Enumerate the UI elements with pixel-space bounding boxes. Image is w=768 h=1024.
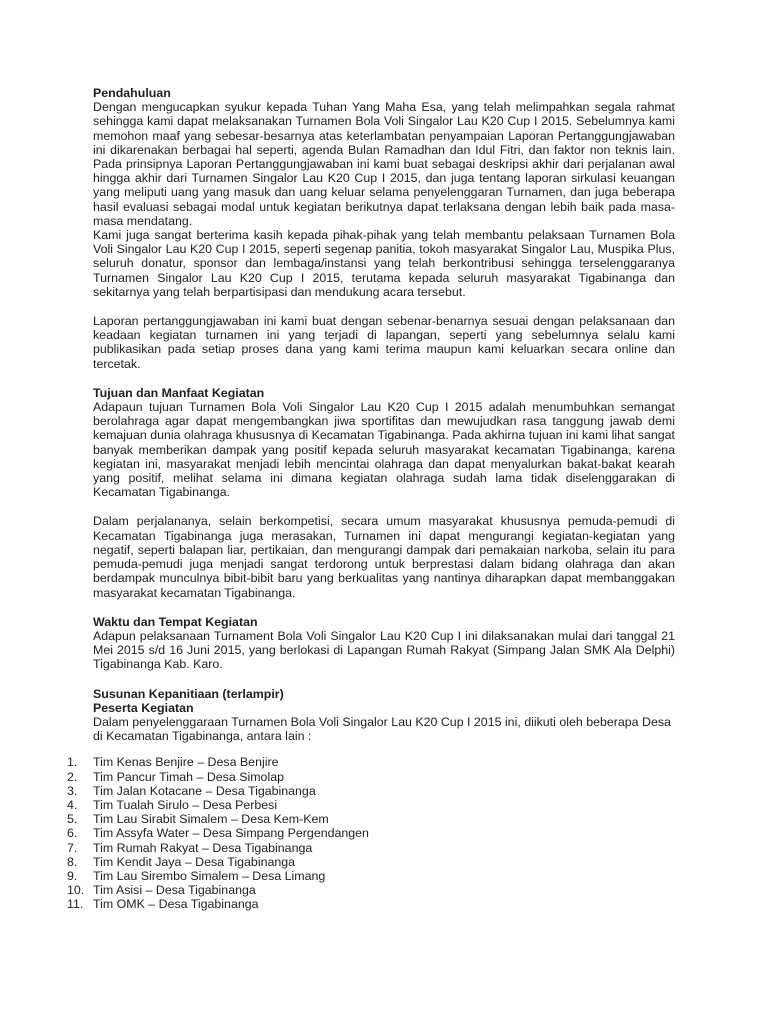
list-number: 3. xyxy=(67,783,78,798)
team-list xyxy=(67,755,675,912)
list-number: 5. xyxy=(67,812,78,827)
heading-pendahuluan: Pendahuluan xyxy=(93,86,171,100)
heading-waktu: Waktu dan Tempat Kegiatan xyxy=(93,614,258,629)
list-number: 10. xyxy=(67,883,85,898)
list-item-text: Tim Pancur Timah – Desa Simolap xyxy=(93,769,284,784)
list-item xyxy=(67,868,675,883)
paragraph-pendahuluan-2: Kami juga sangat berterima kasih kepada pihak-pihak yang telah membantu pelaksaan Turnamen Bola Voli Singalor Lau K20 Cup I 2015, seperti segenap panitia, tokoh masyarakat Singalor Lau, Muspika Plus, seluruh donatur, sponsor dan lembaga/instansi yang telah berkontribusi sehingga terselenggaranya Turnamen Singalor Lau K20 Cup I 2015, terutama kepada seluruh masyarakat Tigabinanga dan sekitarnya yang telah berpartisipasi dan mendukung acara tersebut. xyxy=(93,228,675,299)
list-item xyxy=(67,883,675,898)
list-item xyxy=(67,826,675,841)
list-item-text: Tim OMK – Desa Tigabinanga xyxy=(93,897,259,912)
list-number: 8. xyxy=(67,854,78,869)
document-page xyxy=(67,86,675,912)
list-item-text: Tim Rumah Rakyat – Desa Tigabinanga xyxy=(93,840,313,855)
paragraph-waktu-1: Adapun pelaksanaan Turnament Bola Voli Singalor Lau K20 Cup I ini dilaksanakan mulai dari tanggal 21 Mei 2015 s/d 16 Juni 2015, yang berlokasi di Lapangan Rumah Rakyat (Simpang Jalan SMK Ala Delphi) Tigabinanga Kab. Karo. xyxy=(93,628,675,672)
list-item-text: Tim Lau Sirembo Simalem – Desa Limang xyxy=(93,868,326,883)
list-number: 11. xyxy=(67,897,84,912)
paragraph-pendahuluan-1: Dengan mengucapkan syukur kepada Tuhan Yang Maha Esa, yang telah melimpahkan segala rahmat sehingga kami dapat melaksanakan Turnamen Bola Voli Singalor Lau K20 Cup I 2015. Sebelumnya kami memohon maaf yang sebesar-besarnya atas keterlambatan penyampaian Laporan Pertanggungjawaban ini dikarenakan berbagai hal seperti, agenda Bulan Ramadhan dan Idul Fitri, dan faktor non teknis lain. Pada prinsipnya Laporan Pertanggungjawaban ini kami buat sebagai deskripsi akhir dari perjalanan awal hingga akhir dari Turnamen Singalor Lau K20 Cup I 2015, dan juga tentang laporan sirkulasi keuangan yang meliputi uang yang masuk dan uang keluar selama penyelenggaran Turnamen, dan juga beberapa hasil evaluasi sebagai modal untuk kegiatan berikutnya dapat terlaksana dengan lebih baik pada masa-masa mendatang. xyxy=(93,100,675,228)
list-number: 4. xyxy=(67,797,78,812)
list-item-text: Tim Kenas Benjire – Desa Benjire xyxy=(93,755,279,770)
heading-tujuan: Tujuan dan Manfaat Kegiatan xyxy=(93,385,265,400)
list-item-text: Tim Assyfa Water – Desa Simpang Pergendangen xyxy=(93,826,369,841)
list-item-text: Tim Tualah Sirulo – Desa Perbesi xyxy=(93,797,278,812)
list-number: 2. xyxy=(67,769,78,784)
list-item-text: Tim Jalan Kotacane – Desa Tigabinanga xyxy=(93,783,316,798)
list-item xyxy=(67,812,675,827)
list-number: 1. xyxy=(67,755,78,770)
list-item-text: Tim Asisi – Desa Tigabinanga xyxy=(93,883,256,898)
list-item xyxy=(67,854,675,869)
list-item-text: Tim Kendit Jaya – Desa Tigabinanga xyxy=(93,854,296,869)
list-number: 9. xyxy=(67,868,78,883)
list-number: 7. xyxy=(67,840,78,855)
list-item xyxy=(67,755,675,770)
paragraph-tujuan-2: Dalam perjalananya, selain berkompetisi, secara umum masyarakat khususnya pemuda-pemudi di Kecamatan Tigabinanga juga merasakan, Turnamen ini dapat mengurangi kegiatan-kegiatan yang negatif, seperti balapan liar, pertikaian, dan mengurangi dampak dari pemakaian narkoba, selain itu para pemuda-pemudi juga menjadi sangat terdorong untuk berprestasi dalam bidang olahraga dan akan berdampak munculnya bibit-bibit baru yang berkualitas yang nantinya diharapkan dapat membanggakan masyarakat kecamatan Tigabinanga. xyxy=(93,514,675,600)
list-item xyxy=(67,783,675,798)
list-item xyxy=(67,840,675,855)
list-number: 6. xyxy=(67,826,78,841)
paragraph-tujuan-1: Adapaun tujuan Turnamen Bola Voli Singalor Lau K20 Cup I 2015 adalah menumbuhkan semangat berolahraga agar dapat mengembangkan jiwa sportifitas dan mewujudkan rasa tanggung jawab demi kemajuan dunia olahraga khususnya di Kecamatan Tigabinanga. Pada akhirna tujuan ini kami lihat sangat banyak memberikan dampak yang positif kepada seluruh masyarakat kecamatan Tigabinanga, karena kegiatan ini, masyarakat menjadi lebih mencintai olahraga dan dapat menyalurkan bakat-bakat kearah yang positif, melihat selama ini dimana kegiatan olahraga sudah lama tidak diselenggarakan di Kecamatan Tigabinanga. xyxy=(93,400,675,500)
heading-susunan: Susunan Kepanitiaan (terlampir) xyxy=(93,686,284,701)
heading-peserta: Peserta Kegiatan xyxy=(93,700,194,715)
list-item xyxy=(67,897,675,912)
list-item xyxy=(67,797,675,812)
list-item-text: Tim Lau Sirabit Simalem – Desa Kem-Kem xyxy=(93,812,329,827)
paragraph-pendahuluan-3: Laporan pertanggungjawaban ini kami buat dengan sebenar-benarnya sesuai dengan pelaksanaan dan keadaan kegiatan turnamen ini yang terjadi di lapangan, seperti yang sebelumnya selalu kami publikasikan pada setiap proses dana yang kami terima maupun kami keluarkan secara online dan tercetak. xyxy=(93,314,675,371)
paragraph-peserta-1: Dalam penyelenggaraan Turnamen Bola Voli Singalor Lau K20 Cup I 2015 ini, diikuti oleh beberapa Desa di Kecamatan Tigabinanga, antara lain : xyxy=(93,714,671,744)
list-item xyxy=(67,769,675,784)
